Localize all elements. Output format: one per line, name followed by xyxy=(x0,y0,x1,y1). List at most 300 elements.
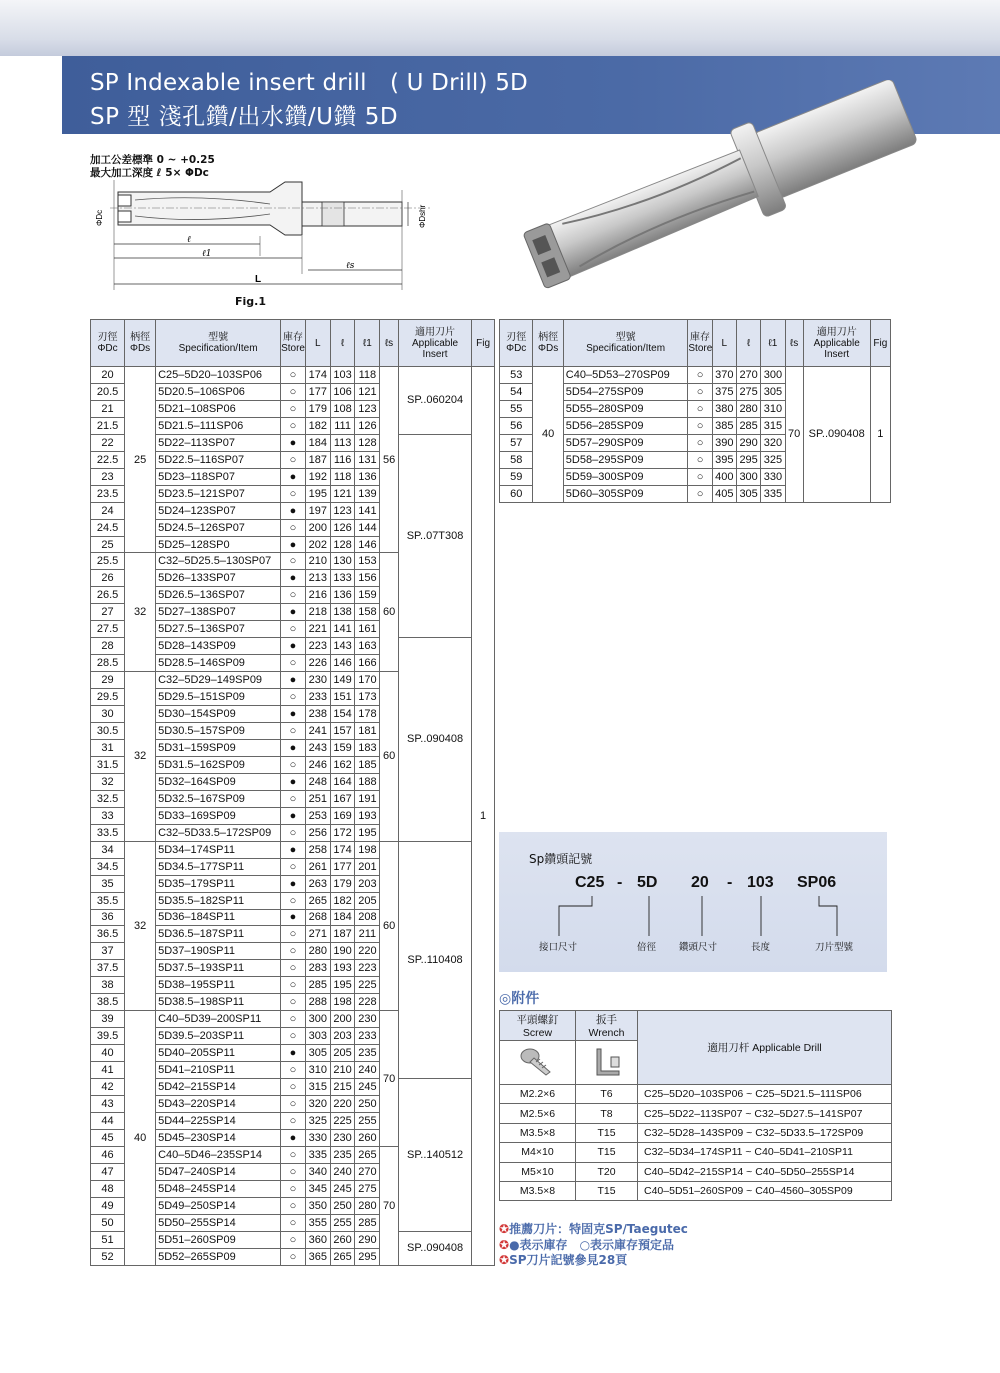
cell-l: 230 xyxy=(330,1129,355,1146)
col-applicable-drill: 適用刀杆 Applicable Drill xyxy=(638,1011,892,1085)
col-spec: 型號 Specification/Item xyxy=(156,320,281,367)
cell-L: 268 xyxy=(305,909,330,926)
cell-dc: 26.5 xyxy=(91,587,125,604)
cell-L: 243 xyxy=(305,739,330,756)
cell-dc: 27.5 xyxy=(91,621,125,638)
cell-spec: 5D44–225SP14 xyxy=(156,1112,281,1129)
cell-ds: 32 xyxy=(125,553,156,672)
cell-dc: 34 xyxy=(91,841,125,858)
code-label-length: 長度 xyxy=(751,942,771,953)
cell-screw: M2.5×6 xyxy=(500,1104,576,1123)
code-part-length: 103 xyxy=(747,874,774,891)
cell-l1: 163 xyxy=(355,638,380,655)
cell-store: ○ xyxy=(688,451,712,468)
cell-l: 200 xyxy=(330,1011,355,1028)
cell-spec: 5D27–138SP07 xyxy=(156,604,281,621)
cell-store: ○ xyxy=(281,383,306,400)
code-legend-box xyxy=(499,832,887,972)
cell-l: 260 xyxy=(330,1231,355,1248)
cell-spec: 5D36–184SP11 xyxy=(156,909,281,926)
cell-spec: 5D33–169SP09 xyxy=(156,807,281,824)
cell-dc: 34.5 xyxy=(91,858,125,875)
cell-l: 138 xyxy=(330,604,355,621)
cell-L: 283 xyxy=(305,960,330,977)
cell-spec: 5D32–164SP09 xyxy=(156,773,281,790)
col-ls: ℓs xyxy=(785,320,803,367)
cell-dc: 25.5 xyxy=(91,553,125,570)
cell-dc: 53 xyxy=(500,367,533,384)
cell-l: 179 xyxy=(330,875,355,892)
cell-spec: 5D22–113SP07 xyxy=(156,434,281,451)
cell-store: ○ xyxy=(281,892,306,909)
cell-store: ○ xyxy=(281,1028,306,1045)
cell-L: 380 xyxy=(712,400,736,417)
cell-spec: 5D49–250SP14 xyxy=(156,1197,281,1214)
cell-L: 202 xyxy=(305,536,330,553)
cell-l: 111 xyxy=(330,417,355,434)
cell-l1: 335 xyxy=(761,485,785,502)
code-part-ratio: 5D xyxy=(637,874,658,891)
header-background xyxy=(0,0,1000,56)
cell-wrench: T15 xyxy=(576,1181,638,1200)
page-title-en: SP Indexable insert drill ( U Drill) 5D xyxy=(90,70,528,96)
cell-l: 190 xyxy=(330,943,355,960)
cell-l: 118 xyxy=(330,468,355,485)
cell-L: 330 xyxy=(305,1129,330,1146)
fig1-dim-l1: ℓ1 xyxy=(202,249,212,259)
col-L: L xyxy=(305,320,330,367)
cell-dc: 35 xyxy=(91,875,125,892)
cell-dc: 35.5 xyxy=(91,892,125,909)
cell-l: 198 xyxy=(330,994,355,1011)
cell-l: 235 xyxy=(330,1146,355,1163)
cell-l1: 158 xyxy=(355,604,380,621)
cell-L: 360 xyxy=(305,1231,330,1248)
spec-table-right-body xyxy=(500,367,891,503)
cell-dc: 31 xyxy=(91,739,125,756)
cell-l1: 144 xyxy=(355,519,380,536)
table-row xyxy=(91,841,495,858)
cell-l1: 161 xyxy=(355,621,380,638)
cell-l: 130 xyxy=(330,553,355,570)
cell-ls: 60 xyxy=(380,841,399,1011)
cell-store: ○ xyxy=(281,1248,306,1265)
cell-L: 400 xyxy=(712,468,736,485)
table-row xyxy=(500,367,891,384)
cell-spec: 5D24–123SP07 xyxy=(156,502,281,519)
cell-spec: 5D37.5–193SP11 xyxy=(156,960,281,977)
cell-l1: 141 xyxy=(355,502,380,519)
cell-spec: 5D59–300SP09 xyxy=(563,468,688,485)
code-label-ratio: 倍徑 xyxy=(637,942,657,953)
cell-dc: 38 xyxy=(91,977,125,994)
cell-insert: SP..090408 xyxy=(803,367,870,503)
cell-L: 365 xyxy=(305,1248,330,1265)
col-spec: 型號 Specification/Item xyxy=(563,320,688,367)
cell-store: ○ xyxy=(281,367,306,384)
cell-l1: 170 xyxy=(355,672,380,689)
cell-store: ○ xyxy=(281,689,306,706)
cell-store: ○ xyxy=(281,943,306,960)
cell-l: 205 xyxy=(330,1045,355,1062)
cell-dc: 49 xyxy=(91,1197,125,1214)
col-ds: 柄徑 ΦDs xyxy=(533,320,563,367)
cell-spec: 5D26–133SP07 xyxy=(156,570,281,587)
cell-L: 355 xyxy=(305,1214,330,1231)
cell-dc: 36.5 xyxy=(91,926,125,943)
cell-l1: 290 xyxy=(355,1231,380,1248)
cell-store: ● xyxy=(281,706,306,723)
cell-spec: 5D30–154SP09 xyxy=(156,706,281,723)
cell-L: 405 xyxy=(712,485,736,502)
col-L: L xyxy=(712,320,736,367)
cell-spec: 5D60–305SP09 xyxy=(563,485,688,502)
cell-L: 320 xyxy=(305,1095,330,1112)
cell-l: 174 xyxy=(330,841,355,858)
cell-l1: 228 xyxy=(355,994,380,1011)
col-insert: 適用刀片 Applicable Insert xyxy=(398,320,471,367)
cell-l1: 220 xyxy=(355,943,380,960)
cell-dc: 30.5 xyxy=(91,723,125,740)
cell-store: ○ xyxy=(688,485,712,502)
cell-insert: SP..090408 xyxy=(398,1231,471,1265)
cell-ds: 32 xyxy=(125,672,156,842)
cell-dc: 37.5 xyxy=(91,960,125,977)
cell-l1: 159 xyxy=(355,587,380,604)
cell-spec: 5D35.5–182SP11 xyxy=(156,892,281,909)
cell-l: 245 xyxy=(330,1180,355,1197)
cell-l1: 153 xyxy=(355,553,380,570)
cell-l1: 211 xyxy=(355,926,380,943)
cell-l1: 205 xyxy=(355,892,380,909)
cell-l: 295 xyxy=(736,451,760,468)
cell-l1: 193 xyxy=(355,807,380,824)
cell-L: 340 xyxy=(305,1163,330,1180)
cell-spec: C40–5D39–200SP11 xyxy=(156,1011,281,1028)
cell-spec: 5D30.5–157SP09 xyxy=(156,723,281,740)
cell-spec: C32–5D29–149SP09 xyxy=(156,672,281,689)
cell-l1: 320 xyxy=(761,434,785,451)
cell-store: ● xyxy=(281,638,306,655)
cell-dc: 50 xyxy=(91,1214,125,1231)
page-title-zh: SP 型 淺孔鑽/出水鑽/U鑽 5D xyxy=(90,104,399,130)
cell-l1: 183 xyxy=(355,739,380,756)
cell-l1: 270 xyxy=(355,1163,380,1180)
cell-l1: 300 xyxy=(761,367,785,384)
cell-store: ○ xyxy=(688,383,712,400)
cell-l: 141 xyxy=(330,621,355,638)
cell-l: 113 xyxy=(330,434,355,451)
table-row xyxy=(91,367,495,384)
cell-store: ○ xyxy=(688,417,712,434)
cell-dc: 20.5 xyxy=(91,383,125,400)
cell-store: ○ xyxy=(281,790,306,807)
cell-spec: C40–5D53–270SP09 xyxy=(563,367,688,384)
cell-L: 253 xyxy=(305,807,330,824)
cell-wrench: T6 xyxy=(576,1085,638,1104)
cell-store: ● xyxy=(281,468,306,485)
cell-spec: 5D22.5–116SP07 xyxy=(156,451,281,468)
cell-l1: 305 xyxy=(761,383,785,400)
cell-screw: M2.2×6 xyxy=(500,1085,576,1104)
cell-store: ○ xyxy=(688,434,712,451)
cell-L: 246 xyxy=(305,756,330,773)
cell-store: ○ xyxy=(281,1079,306,1096)
cell-spec: 5D52–265SP09 xyxy=(156,1248,281,1265)
cell-L: 300 xyxy=(305,1011,330,1028)
cell-spec: C32–5D33.5–172SP09 xyxy=(156,824,281,841)
cell-l1: 235 xyxy=(355,1045,380,1062)
cell-l1: 330 xyxy=(761,468,785,485)
cell-L: 218 xyxy=(305,604,330,621)
cell-store: ○ xyxy=(281,926,306,943)
code-part-shank: C25 xyxy=(575,874,605,891)
cell-dc: 28.5 xyxy=(91,655,125,672)
cell-store: ○ xyxy=(281,519,306,536)
cell-L: 182 xyxy=(305,417,330,434)
cell-l1: 121 xyxy=(355,383,380,400)
cell-spec: C32–5D25.5–130SP07 xyxy=(156,553,281,570)
cell-l: 195 xyxy=(330,977,355,994)
code-label-diameter: 鑽頭尺寸 xyxy=(679,942,718,953)
cell-l: 203 xyxy=(330,1028,355,1045)
cell-store: ○ xyxy=(688,400,712,417)
footnote-stock: ✪●表示庫存 ○表示庫存預定品 xyxy=(499,1237,675,1252)
cell-wrench: T20 xyxy=(576,1162,638,1181)
cell-L: 238 xyxy=(305,706,330,723)
screw-icon xyxy=(518,1044,558,1078)
code-label-insert: 刀片型號 xyxy=(815,942,854,953)
cell-drill-range: C40–5D42–215SP14 ~ C40–5D50–255SP14 xyxy=(638,1162,892,1181)
accessories-title: ◎附件 xyxy=(499,991,540,1007)
fig1-dim-dc: ΦDc xyxy=(95,209,104,226)
cell-l: 164 xyxy=(330,773,355,790)
cell-l1: 285 xyxy=(355,1214,380,1231)
cell-dc: 22.5 xyxy=(91,451,125,468)
cell-store: ○ xyxy=(688,468,712,485)
cell-l: 210 xyxy=(330,1062,355,1079)
cell-store: ○ xyxy=(281,485,306,502)
cell-store: ○ xyxy=(281,1011,306,1028)
cell-L: 233 xyxy=(305,689,330,706)
u-drill-product-image xyxy=(500,80,930,295)
cell-store: ● xyxy=(281,502,306,519)
cell-L: 184 xyxy=(305,434,330,451)
cell-spec: 5D57–290SP09 xyxy=(563,434,688,451)
cell-store: ○ xyxy=(281,400,306,417)
depth-note: 最大加工深度 ℓ 5× ΦDc xyxy=(90,167,209,179)
col-dc: 刃徑 ΦDc xyxy=(500,320,533,367)
col-insert: 適用刀片 Applicable Insert xyxy=(803,320,870,367)
cell-screw: M5×10 xyxy=(500,1162,576,1181)
wrench-icon-cell xyxy=(576,1041,638,1085)
code-part-dash: - xyxy=(727,874,733,891)
cell-store: ○ xyxy=(281,655,306,672)
cell-l: 167 xyxy=(330,790,355,807)
cell-dc: 58 xyxy=(500,451,533,468)
cell-store: ● xyxy=(281,807,306,824)
cell-insert: SP..110408 xyxy=(398,841,471,1078)
cell-L: 213 xyxy=(305,570,330,587)
cell-l: 193 xyxy=(330,960,355,977)
cell-l1: 178 xyxy=(355,706,380,723)
cell-l: 270 xyxy=(736,367,760,384)
cell-l: 123 xyxy=(330,502,355,519)
cell-dc: 57 xyxy=(500,434,533,451)
col-store: 庫存 Store xyxy=(688,320,712,367)
table-row xyxy=(500,1085,892,1104)
cell-L: 192 xyxy=(305,468,330,485)
cell-dc: 52 xyxy=(91,1248,125,1265)
cell-l: 172 xyxy=(330,824,355,841)
cell-ls: 70 xyxy=(785,367,803,503)
cell-L: 195 xyxy=(305,485,330,502)
cell-store: ○ xyxy=(281,1146,306,1163)
cell-drill-range: C25–5D20–103SP06 ~ C25–5D21.5–111SP06 xyxy=(638,1085,892,1104)
cell-dc: 31.5 xyxy=(91,756,125,773)
fig1-dim-ls: ℓs xyxy=(346,261,355,271)
cell-wrench: T15 xyxy=(576,1123,638,1142)
cell-L: 251 xyxy=(305,790,330,807)
cell-l1: 315 xyxy=(761,417,785,434)
cell-L: 370 xyxy=(712,367,736,384)
cell-dc: 24 xyxy=(91,502,125,519)
cell-l: 177 xyxy=(330,858,355,875)
cell-l: 136 xyxy=(330,587,355,604)
cell-ds: 25 xyxy=(125,367,156,553)
cell-L: 177 xyxy=(305,383,330,400)
cell-L: 200 xyxy=(305,519,330,536)
cell-dc: 41 xyxy=(91,1062,125,1079)
cell-l: 128 xyxy=(330,536,355,553)
cell-dc: 43 xyxy=(91,1095,125,1112)
cell-store: ● xyxy=(281,672,306,689)
cell-ls: 70 xyxy=(380,1011,399,1147)
cell-fig: 1 xyxy=(472,367,495,1266)
cell-L: 223 xyxy=(305,638,330,655)
cell-spec: C40–5D46–235SP14 xyxy=(156,1146,281,1163)
fig1-dim-dshr: ΦDshr xyxy=(418,204,427,228)
cell-l1: 240 xyxy=(355,1062,380,1079)
cell-dc: 36 xyxy=(91,909,125,926)
cell-L: 375 xyxy=(712,383,736,400)
cell-l1: 188 xyxy=(355,773,380,790)
cell-dc: 20 xyxy=(91,367,125,384)
cell-l1: 126 xyxy=(355,417,380,434)
cell-spec: 5D32.5–167SP09 xyxy=(156,790,281,807)
cell-ls: 60 xyxy=(380,672,399,842)
cell-spec: 5D39.5–203SP11 xyxy=(156,1028,281,1045)
col-fig: Fig xyxy=(870,320,890,367)
cell-l1: 131 xyxy=(355,451,380,468)
cell-l: 133 xyxy=(330,570,355,587)
cell-spec: 5D34–174SP11 xyxy=(156,841,281,858)
cell-ds: 40 xyxy=(125,1011,156,1265)
cell-screw: M3.5×8 xyxy=(500,1123,576,1142)
cell-spec: 5D36.5–187SP11 xyxy=(156,926,281,943)
fig1-schematic xyxy=(90,180,450,300)
cell-spec: 5D20.5–106SP06 xyxy=(156,383,281,400)
cell-spec: 5D38–195SP11 xyxy=(156,977,281,994)
cell-spec: 5D28–143SP09 xyxy=(156,638,281,655)
cell-store: ○ xyxy=(281,1214,306,1231)
cell-L: 261 xyxy=(305,858,330,875)
cell-l1: 230 xyxy=(355,1011,380,1028)
cell-ds: 40 xyxy=(533,367,563,503)
cell-l1: 118 xyxy=(355,367,380,384)
cell-spec: 5D56–285SP09 xyxy=(563,417,688,434)
cell-l: 184 xyxy=(330,909,355,926)
cell-L: 226 xyxy=(305,655,330,672)
code-label-shank: 接口尺寸 xyxy=(539,942,578,953)
cell-store: ○ xyxy=(281,621,306,638)
cell-l: 280 xyxy=(736,400,760,417)
cell-dc: 48 xyxy=(91,1180,125,1197)
cell-l1: 139 xyxy=(355,485,380,502)
cell-store: ○ xyxy=(281,858,306,875)
cell-L: 310 xyxy=(305,1062,330,1079)
cell-spec: 5D35–179SP11 xyxy=(156,875,281,892)
cell-dc: 23.5 xyxy=(91,485,125,502)
cell-l1: 265 xyxy=(355,1146,380,1163)
cell-insert: SP..060204 xyxy=(398,367,471,435)
cell-L: 241 xyxy=(305,723,330,740)
cell-l: 305 xyxy=(736,485,760,502)
col-ls: ℓs xyxy=(380,320,399,367)
cell-spec: 5D37–190SP11 xyxy=(156,943,281,960)
cell-dc: 59 xyxy=(500,468,533,485)
cell-ls: 70 xyxy=(380,1146,399,1265)
cell-l: 143 xyxy=(330,638,355,655)
cell-store: ○ xyxy=(688,367,712,384)
cell-store: ● xyxy=(281,909,306,926)
cell-spec: 5D38.5–198SP11 xyxy=(156,994,281,1011)
cell-spec: 5D21.5–111SP06 xyxy=(156,417,281,434)
cell-ds: 32 xyxy=(125,841,156,1011)
cell-L: 197 xyxy=(305,502,330,519)
cell-L: 216 xyxy=(305,587,330,604)
col-l1: ℓ1 xyxy=(355,320,380,367)
cell-store: ○ xyxy=(281,1197,306,1214)
cell-l: 103 xyxy=(330,367,355,384)
cell-l1: 173 xyxy=(355,689,380,706)
spec-table-left-body xyxy=(91,367,495,1266)
table-row xyxy=(500,1143,892,1162)
cell-store: ● xyxy=(281,875,306,892)
cell-l1: 128 xyxy=(355,434,380,451)
cell-dc: 29.5 xyxy=(91,689,125,706)
cell-store: ● xyxy=(281,536,306,553)
cell-store: ○ xyxy=(281,960,306,977)
col-ds: 柄徑 ΦDs xyxy=(125,320,156,367)
cell-store: ○ xyxy=(281,553,306,570)
cell-spec: 5D23–118SP07 xyxy=(156,468,281,485)
table-row xyxy=(500,1181,892,1200)
cell-dc: 37 xyxy=(91,943,125,960)
cell-store: ● xyxy=(281,434,306,451)
cell-L: 179 xyxy=(305,400,330,417)
accessories-header-row xyxy=(500,1011,892,1041)
cell-l: 265 xyxy=(330,1248,355,1265)
fig1-caption: Fig.1 xyxy=(235,295,266,308)
cell-wrench: T15 xyxy=(576,1143,638,1162)
cell-l1: 225 xyxy=(355,977,380,994)
cell-L: 335 xyxy=(305,1146,330,1163)
cell-l: 220 xyxy=(330,1095,355,1112)
cell-L: 210 xyxy=(305,553,330,570)
cell-dc: 25 xyxy=(91,536,125,553)
cell-spec: 5D42–215SP14 xyxy=(156,1079,281,1096)
